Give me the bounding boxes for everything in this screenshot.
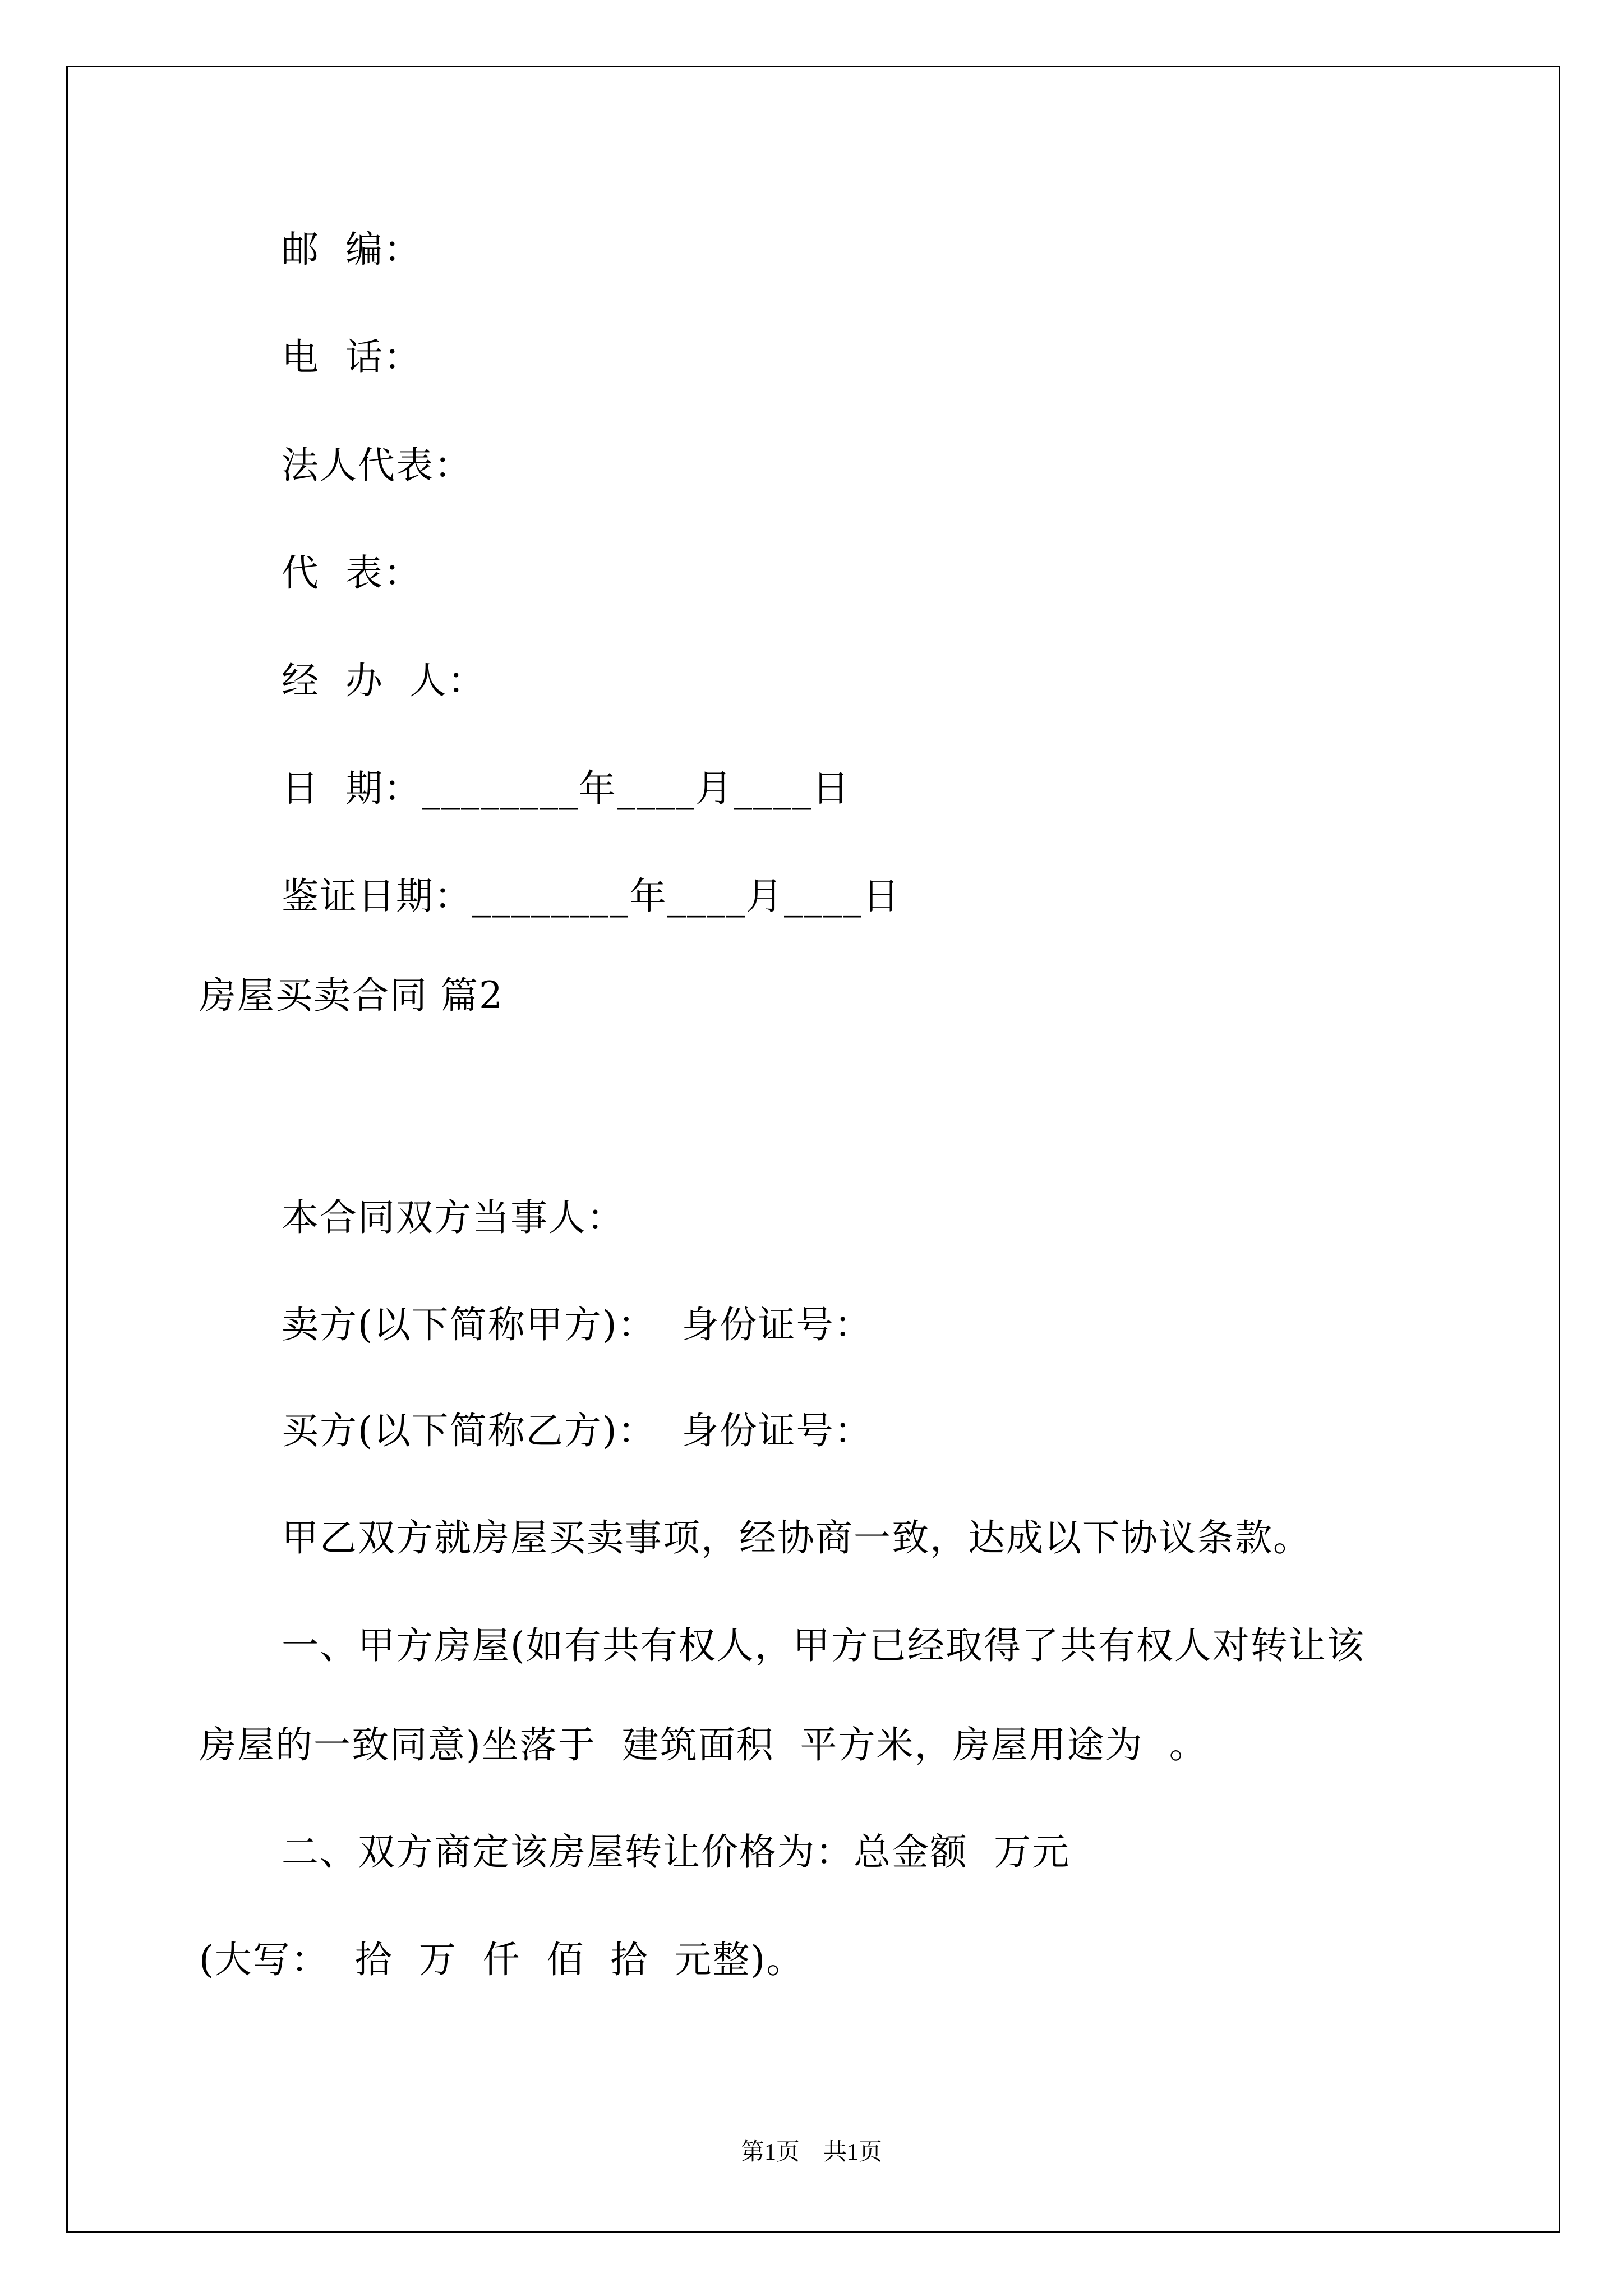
section-heading: 房屋买卖合同 篇2 xyxy=(199,974,504,1017)
buyer-line: 买方(以下简称乙方)： 身份证号： xyxy=(282,1409,873,1452)
phone-label: 电 话： xyxy=(282,335,422,379)
clause-1-line-1: 一、甲方房屋(如有共有权人，甲方已经取得了共有权人对转让该 xyxy=(282,1624,1365,1667)
date-line: 日 期：________年____月____日 xyxy=(282,767,850,810)
postcode-label: 邮 编： xyxy=(282,228,422,271)
agent-label: 经 办 人： xyxy=(282,659,486,702)
clause-2-line-1: 二、双方商定该房屋转让价格为：总金额 万元 xyxy=(282,1830,1070,1874)
page-number-footer: 第1页 共1页 xyxy=(740,2139,882,2165)
clause-1-line-2: 房屋的一致同意)坐落于 建筑面积 平方米，房屋用途为 。 xyxy=(199,1723,1207,1766)
seller-line: 卖方(以下简称甲方)： 身份证号： xyxy=(282,1303,873,1346)
certification-date-line: 鉴证日期：________年____月____日 xyxy=(282,875,901,918)
parties-intro: 本合同双方当事人： xyxy=(282,1196,625,1239)
legal-representative-label: 法人代表： xyxy=(282,444,472,487)
agreement-intro: 甲乙双方就房屋买卖事项，经协商一致，达成以下协议条款。 xyxy=(282,1516,1311,1559)
page-border xyxy=(66,66,1560,2233)
clause-2-line-2: (大写： 拾 万 仟 佰 拾 元整)。 xyxy=(199,1938,805,1981)
representative-label: 代 表： xyxy=(282,551,422,595)
